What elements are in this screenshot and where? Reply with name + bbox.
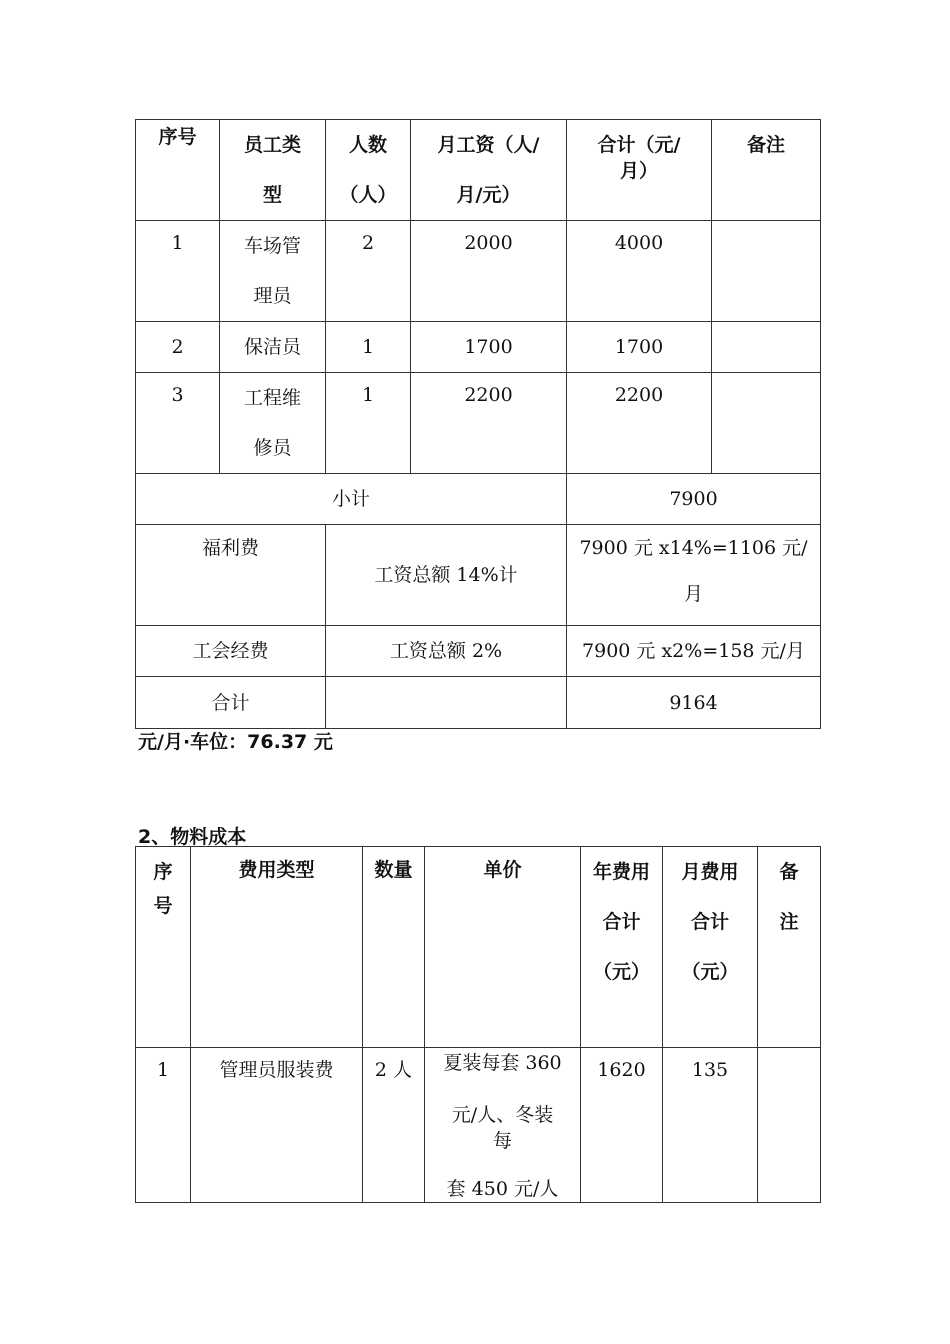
union-fee-label: 工会经费	[136, 626, 326, 677]
cell-annual-total: 1620	[581, 1048, 663, 1203]
cell-salary: 2000	[411, 221, 567, 322]
header-seq: 序 号	[136, 847, 191, 1048]
cell-quantity: 2 人	[363, 1048, 425, 1203]
cell-cost-type: 管理员服装费	[191, 1048, 363, 1203]
labor-cost-table	[135, 119, 821, 729]
header-headcount: 人数 （人）	[326, 120, 411, 221]
header-unit-price: 单价	[425, 847, 581, 1048]
cell-total: 4000	[567, 221, 712, 322]
cell-salary: 1700	[411, 322, 567, 373]
cell-staff-type: 车场管 理员	[220, 221, 326, 322]
subtotal-row	[136, 474, 821, 525]
cell-staff-type: 工程维 修员	[220, 373, 326, 474]
cell-headcount: 1	[326, 373, 411, 474]
cell-total: 2200	[567, 373, 712, 474]
material-cost-table	[135, 846, 821, 1203]
cell-seq: 1	[136, 221, 220, 322]
total-basis	[326, 677, 567, 729]
cell-remark	[712, 373, 821, 474]
table-row	[136, 373, 821, 474]
header-remark: 备注	[712, 120, 821, 221]
subtotal-label: 小计	[136, 474, 567, 525]
header-annual-total: 年费用 合计 （元）	[581, 847, 663, 1048]
cell-remark	[758, 1048, 821, 1203]
header-remark: 备 注	[758, 847, 821, 1048]
cell-headcount: 1	[326, 322, 411, 373]
header-total: 合计（元/ 月）	[567, 120, 712, 221]
cell-salary: 2200	[411, 373, 567, 474]
cell-seq: 3	[136, 373, 220, 474]
header-cost-type: 费用类型	[191, 847, 363, 1048]
union-fee-row	[136, 626, 821, 677]
header-monthly-salary: 月工资（人/ 月/元）	[411, 120, 567, 221]
table-row	[136, 221, 821, 322]
cell-unit-price: 夏装每套 360 元/人、冬装 每 套 450 元/人	[425, 1048, 581, 1203]
table-header-row	[136, 847, 821, 1048]
cell-headcount: 2	[326, 221, 411, 322]
header-monthly-total: 月费用 合计 （元）	[663, 847, 758, 1048]
total-label: 合计	[136, 677, 326, 729]
table-row	[136, 1048, 821, 1203]
cell-remark	[712, 322, 821, 373]
welfare-value: 7900 元 x14%=1106 元/ 月	[567, 525, 821, 626]
cell-remark	[712, 221, 821, 322]
section-title-material-cost: 2、物料成本	[138, 826, 247, 848]
union-fee-basis: 工资总额 2%	[326, 626, 567, 677]
union-fee-value: 7900 元 x2%=158 元/月	[567, 626, 821, 677]
cell-total: 1700	[567, 322, 712, 373]
cell-staff-type: 保洁员	[220, 322, 326, 373]
table-row	[136, 322, 821, 373]
welfare-basis: 工资总额 14%计	[326, 525, 567, 626]
header-quantity: 数量	[363, 847, 425, 1048]
welfare-label: 福利费	[136, 525, 326, 626]
subtotal-value: 7900	[567, 474, 821, 525]
total-value: 9164	[567, 677, 821, 729]
table-header-row	[136, 120, 821, 221]
header-seq: 序号	[136, 120, 220, 221]
cell-monthly-total: 135	[663, 1048, 758, 1203]
total-row	[136, 677, 821, 729]
cell-seq: 2	[136, 322, 220, 373]
header-staff-type: 员工类 型	[220, 120, 326, 221]
welfare-row	[136, 525, 821, 626]
cell-seq: 1	[136, 1048, 191, 1203]
per-space-cost-note: 元/月·车位：76.37 元	[138, 731, 333, 753]
